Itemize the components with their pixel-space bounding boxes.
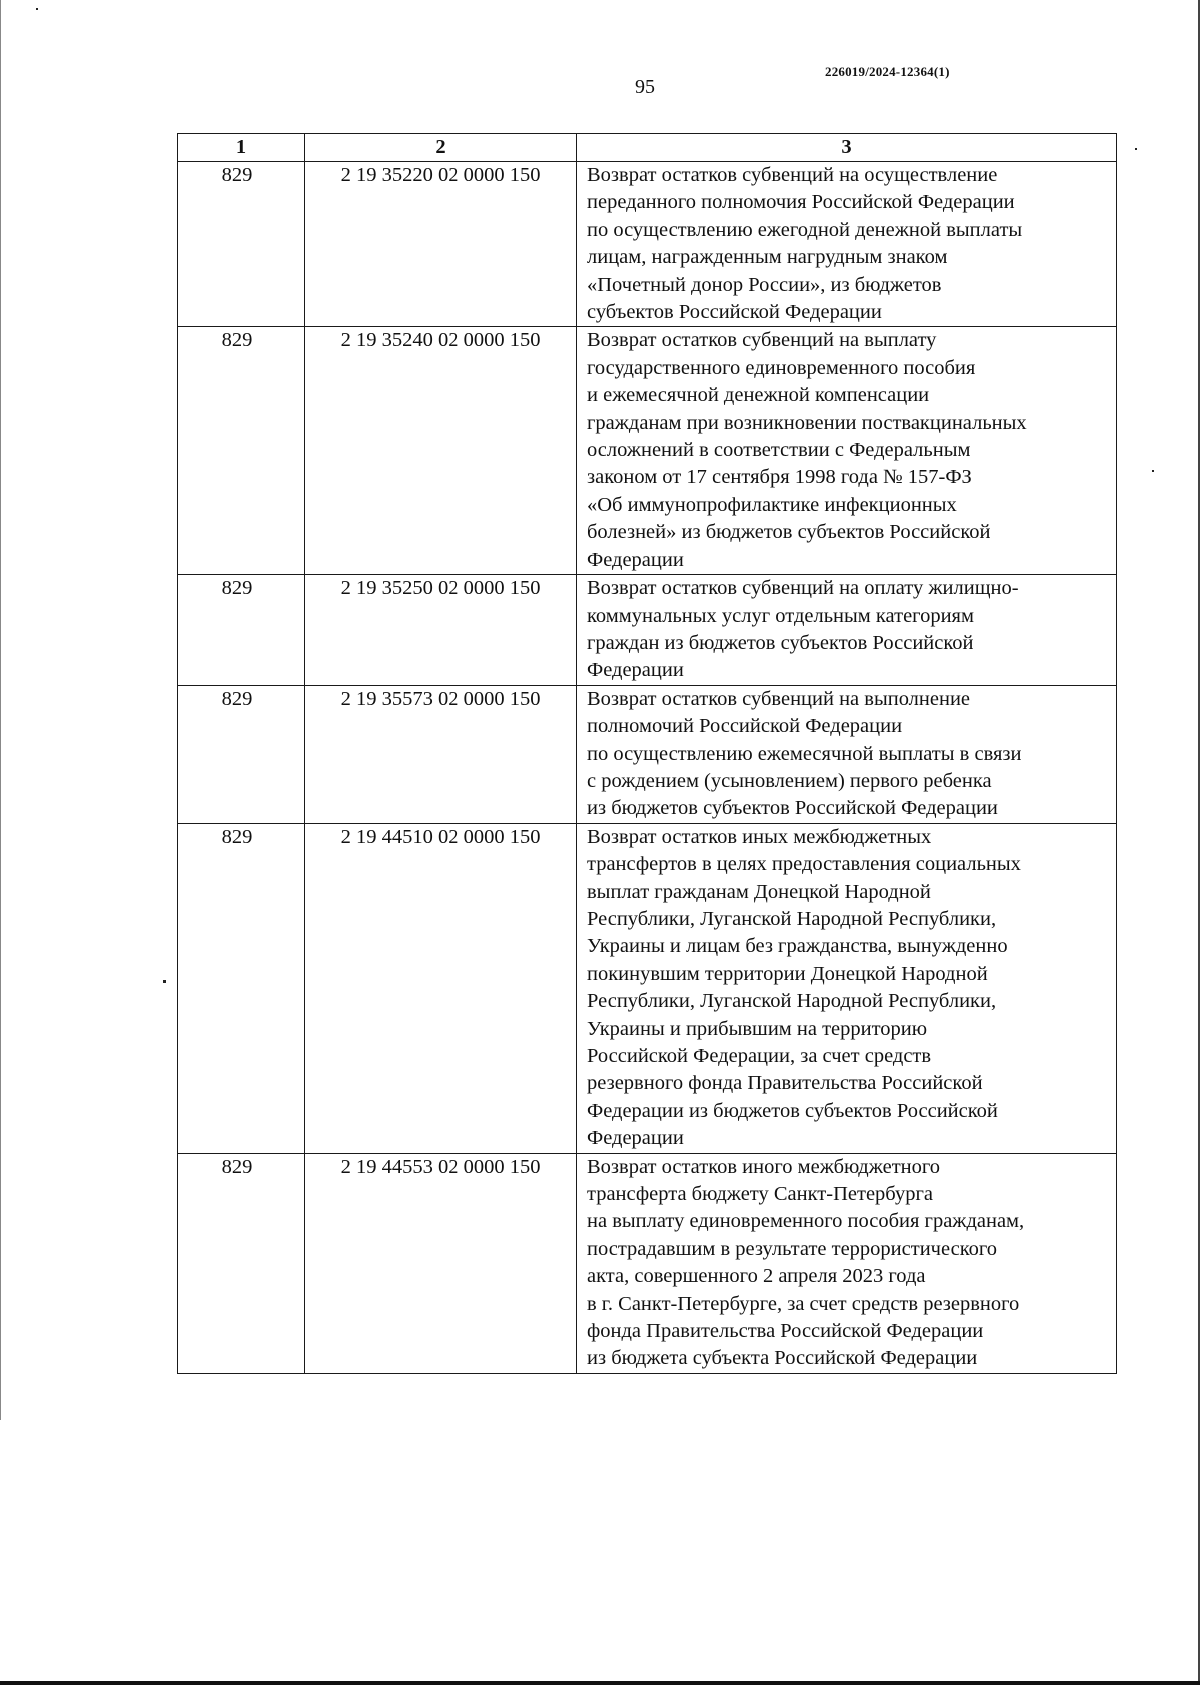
budget-code-cell: 2 19 35250 02 0000 150 [305,575,577,686]
admin-code-cell: 829 [178,823,305,1153]
scan-speck [36,8,38,10]
revenue-name-line: законом от 17 сентября 1998 года № 157-ФЗ [587,466,972,489]
revenue-name-cell [577,162,1117,327]
revenue-name-line: Федерации [587,659,684,682]
revenue-name-line: с рождением (усыновлением) первого ребенка [587,769,992,792]
revenue-name-line: граждан из бюджетов субъектов Российской [587,631,974,654]
revenue-name-line: резервного фонда Правительства Российской [587,1072,983,1095]
revenue-name-cell [577,327,1117,575]
revenue-name-line: «Об иммунопрофилактике инфекционных [587,493,957,516]
admin-code-cell: 829 [178,1153,305,1373]
table-header-row [178,134,1117,162]
revenue-name-line: Республики, Луганской Народной Республики, [587,907,997,930]
table-header [178,134,1117,162]
budget-code-cell: 2 19 35240 02 0000 150 [305,327,577,575]
revenue-name-line: осложнений в соответствии с Федеральным [587,439,971,462]
revenue-name-line: по осуществлению ежегодной денежной выплаты [587,218,1023,241]
table-row [178,162,1117,327]
budget-code-cell: 2 19 44510 02 0000 150 [305,823,577,1153]
revenue-name-line: болезней» из бюджетов субъектов Российской [587,521,991,544]
scan-speck [163,980,166,983]
scan-left-edge [0,0,1,1420]
table-row [178,685,1117,823]
revenue-name-line: субъектов Российской Федерации [587,301,882,324]
budget-code-cell: 2 19 35220 02 0000 150 [305,162,577,327]
revenue-name-line: в г. Санкт-Петербурге, за счет средств резервного [587,1292,1020,1315]
revenue-name-line: Возврат остатков субвенций на выполнение [587,687,971,710]
column-header-2: 2 [305,134,577,162]
table-body [178,162,1117,1374]
revenue-name-line: трансферта бюджету Санкт-Петербурга [587,1183,933,1206]
revenue-name-cell [577,685,1117,823]
revenue-name-line: трансфертов в целях предоставления социальных [587,853,1021,876]
revenue-name-line: акта, совершенного 2 апреля 2023 года [587,1265,926,1288]
revenue-name-line: Украины и прибывшим на территорию [587,1017,928,1040]
budget-code-cell: 2 19 44553 02 0000 150 [305,1153,577,1373]
table-row [178,823,1117,1153]
admin-code-cell: 829 [178,162,305,327]
revenue-name-line: покинувшим территории Донецкой Народной [587,962,988,985]
revenue-name-cell [577,575,1117,686]
table-row [178,327,1117,575]
revenue-name-line: Возврат остатков иного межбюджетного [587,1155,941,1178]
budget-classification-table [177,133,1117,1374]
revenue-name-line: Федерации из бюджетов субъектов Российской [587,1099,998,1122]
admin-code-cell: 829 [178,575,305,686]
revenue-name-line: переданного полномочия Российской Федерации [587,191,1015,214]
revenue-name-line: Возврат остатков субвенций на оплату жилищно- [587,577,1019,600]
revenue-name-cell [577,823,1117,1153]
table-row [178,575,1117,686]
revenue-name-cell [577,1153,1117,1373]
revenue-name-line: из бюджета субъекта Российской Федерации [587,1347,978,1370]
revenue-name-line: лицам, награжденным нагрудным знаком [587,246,948,269]
page-number: 95 [635,76,655,98]
admin-code-cell: 829 [178,327,305,575]
revenue-name-line: государственного единовременного пособия [587,356,976,379]
scan-bottom-edge [0,1681,1200,1685]
revenue-name-line: коммунальных услуг отдельным категориям [587,604,974,627]
revenue-name-line: Украины и лицам без гражданства, вынужденно [587,935,1008,958]
revenue-name-line: выплат гражданам Донецкой Народной [587,880,931,903]
revenue-name-line: Республики, Луганской Народной Республики, [587,990,997,1013]
scan-speck [1152,470,1154,472]
scan-speck [1135,148,1137,150]
revenue-name-line: на выплату единовременного пособия гражданам, [587,1210,1025,1233]
revenue-name-line: «Почетный донор России», из бюджетов [587,273,942,296]
revenue-name-line: из бюджетов субъектов Российской Федерации [587,797,998,820]
revenue-name-line: пострадавшим в результате террористического [587,1237,998,1260]
budget-code-cell: 2 19 35573 02 0000 150 [305,685,577,823]
document-registration-number: 226019/2024-12364(1) [825,64,950,79]
column-header-1: 1 [178,134,305,162]
revenue-name-line: фонда Правительства Российской Федерации [587,1320,984,1343]
revenue-name-line: и ежемесячной денежной компенсации [587,384,930,407]
revenue-name-line: полномочий Российской Федерации [587,715,903,738]
table-row [178,1153,1117,1373]
revenue-name-line: Возврат остатков иных межбюджетных [587,825,932,848]
admin-code-cell: 829 [178,685,305,823]
revenue-name-line: гражданам при возникновении поствакцинальных [587,411,1027,434]
revenue-name-line: Возврат остатков субвенций на осуществление [587,164,998,186]
revenue-name-line: Федерации [587,1127,684,1150]
revenue-name-line: Российской Федерации, за счет средств [587,1045,932,1067]
revenue-name-line: по осуществлению ежемесячной выплаты в связи [587,742,1022,765]
revenue-name-line: Возврат остатков субвенций на выплату [587,329,937,352]
revenue-name-line: Федерации [587,548,684,571]
column-header-3: 3 [577,134,1117,162]
